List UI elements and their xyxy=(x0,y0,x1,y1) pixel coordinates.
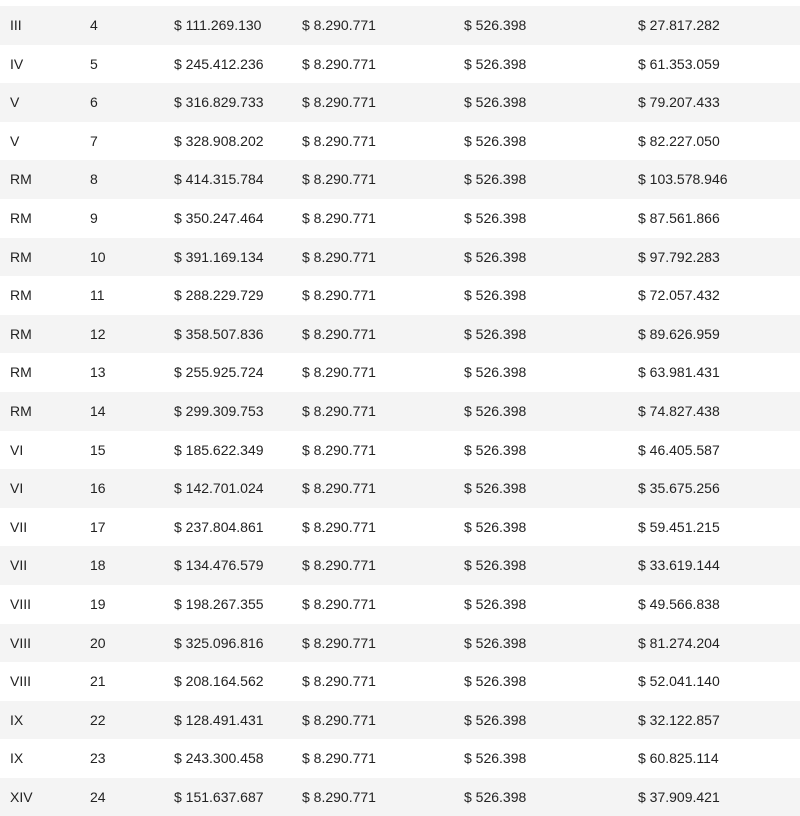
result-amount-cell: $ 97.792.283 xyxy=(638,248,720,265)
table-row xyxy=(0,392,800,431)
amount-cell: $ 414.315.784 xyxy=(174,171,264,188)
amount-cell: $ 391.169.134 xyxy=(174,248,264,265)
number-cell: 22 xyxy=(90,711,106,728)
fixed-amount-cell: $ 8.290.771 xyxy=(302,171,376,188)
amount-cell: $ 185.622.349 xyxy=(174,441,264,458)
region-cell: VIII xyxy=(10,595,32,612)
number-cell: 4 xyxy=(90,17,98,33)
fixed-amount-cell: $ 8.290.771 xyxy=(302,364,376,381)
region-cell: VI xyxy=(10,441,24,458)
result-amount-cell: $ 33.619.144 xyxy=(638,557,720,574)
fixed-amount-cell: $ 8.290.771 xyxy=(302,402,376,419)
amount-cell: $ 328.908.202 xyxy=(174,132,264,149)
fixed-amount-cell: $ 8.290.771 xyxy=(302,132,376,149)
fixed-amount-cell: $ 8.290.771 xyxy=(302,209,376,226)
table-row xyxy=(0,238,800,277)
result-amount-cell: $ 46.405.587 xyxy=(638,441,720,458)
table-row xyxy=(0,353,800,392)
number-cell: 17 xyxy=(90,518,106,535)
data-table xyxy=(0,6,800,816)
amount-cell: $ 134.476.579 xyxy=(174,557,264,574)
data-table-container xyxy=(0,6,800,816)
number-cell: 6 xyxy=(90,94,98,111)
small-amount-cell: $ 526.398 xyxy=(464,287,527,304)
amount-cell: $ 358.507.836 xyxy=(174,325,264,342)
amount-cell: $ 151.637.687 xyxy=(174,788,264,805)
result-amount-cell: $ 82.227.050 xyxy=(638,132,720,149)
table-row xyxy=(0,508,800,547)
table-row xyxy=(0,276,800,315)
region-cell: III xyxy=(10,17,22,33)
amount-cell: $ 350.247.464 xyxy=(174,209,264,226)
result-amount-cell: $ 87.561.866 xyxy=(638,209,720,226)
result-amount-cell: $ 79.207.433 xyxy=(638,94,720,111)
number-cell: 9 xyxy=(90,209,98,226)
number-cell: 14 xyxy=(90,402,106,419)
region-cell: XIV xyxy=(10,788,33,805)
fixed-amount-cell: $ 8.290.771 xyxy=(302,750,376,767)
region-cell: VI xyxy=(10,480,24,497)
result-amount-cell: $ 49.566.838 xyxy=(638,595,720,612)
amount-cell: $ 111.269.130 xyxy=(174,17,262,33)
fixed-amount-cell: $ 8.290.771 xyxy=(302,557,376,574)
table-row xyxy=(0,739,800,778)
small-amount-cell: $ 526.398 xyxy=(464,557,527,574)
fixed-amount-cell: $ 8.290.771 xyxy=(302,17,376,33)
number-cell: 10 xyxy=(90,248,106,265)
fixed-amount-cell: $ 8.290.771 xyxy=(302,673,376,690)
small-amount-cell: $ 526.398 xyxy=(464,402,527,419)
region-cell: V xyxy=(10,94,20,111)
small-amount-cell: $ 526.398 xyxy=(464,325,527,342)
small-amount-cell: $ 526.398 xyxy=(464,209,527,226)
region-cell: IV xyxy=(10,55,24,72)
small-amount-cell: $ 526.398 xyxy=(464,634,527,651)
amount-cell: $ 255.925.724 xyxy=(174,364,264,381)
fixed-amount-cell: $ 8.290.771 xyxy=(302,595,376,612)
small-amount-cell: $ 526.398 xyxy=(464,132,527,149)
amount-cell: $ 208.164.562 xyxy=(174,673,264,690)
region-cell: RM xyxy=(10,209,32,226)
result-amount-cell: $ 63.981.431 xyxy=(638,364,720,381)
amount-cell: $ 325.096.816 xyxy=(174,634,264,651)
result-amount-cell: $ 37.909.421 xyxy=(638,788,720,805)
data-table-body xyxy=(0,6,800,816)
number-cell: 16 xyxy=(90,480,106,497)
table-row xyxy=(0,45,800,84)
amount-cell: $ 142.701.024 xyxy=(174,480,264,497)
result-amount-cell: $ 72.057.432 xyxy=(638,287,720,304)
region-cell: RM xyxy=(10,248,32,265)
region-cell: V xyxy=(10,132,20,149)
amount-cell: $ 245.412.236 xyxy=(174,55,264,72)
region-cell: VII xyxy=(10,557,28,574)
amount-cell: $ 316.829.733 xyxy=(174,94,264,111)
region-cell: VIII xyxy=(10,673,32,690)
result-amount-cell: $ 61.353.059 xyxy=(638,55,720,72)
number-cell: 5 xyxy=(90,55,98,72)
small-amount-cell: $ 526.398 xyxy=(464,441,527,458)
result-amount-cell: $ 52.041.140 xyxy=(638,673,720,690)
fixed-amount-cell: $ 8.290.771 xyxy=(302,94,376,111)
small-amount-cell: $ 526.398 xyxy=(464,248,527,265)
small-amount-cell: $ 526.398 xyxy=(464,17,527,33)
table-row xyxy=(0,431,800,470)
small-amount-cell: $ 526.398 xyxy=(464,518,527,535)
table-row xyxy=(0,122,800,161)
small-amount-cell: $ 526.398 xyxy=(464,711,527,728)
region-cell: VII xyxy=(10,518,28,535)
small-amount-cell: $ 526.398 xyxy=(464,673,527,690)
number-cell: 11 xyxy=(90,287,105,304)
result-amount-cell: $ 89.626.959 xyxy=(638,325,720,342)
number-cell: 19 xyxy=(90,595,106,612)
result-amount-cell: $ 59.451.215 xyxy=(638,518,720,535)
table-row xyxy=(0,585,800,624)
fixed-amount-cell: $ 8.290.771 xyxy=(302,248,376,265)
region-cell: RM xyxy=(10,171,32,188)
table-row xyxy=(0,6,800,45)
small-amount-cell: $ 526.398 xyxy=(464,171,527,188)
fixed-amount-cell: $ 8.290.771 xyxy=(302,480,376,497)
small-amount-cell: $ 526.398 xyxy=(464,750,527,767)
number-cell: 12 xyxy=(90,325,106,342)
result-amount-cell: $ 32.122.857 xyxy=(638,711,720,728)
amount-cell: $ 198.267.355 xyxy=(174,595,264,612)
table-row xyxy=(0,662,800,701)
number-cell: 18 xyxy=(90,557,106,574)
number-cell: 8 xyxy=(90,171,98,188)
table-row xyxy=(0,83,800,122)
region-cell: IX xyxy=(10,711,24,728)
number-cell: 15 xyxy=(90,441,106,458)
amount-cell: $ 299.309.753 xyxy=(174,402,264,419)
amount-cell: $ 288.229.729 xyxy=(174,287,264,304)
table-row xyxy=(0,199,800,238)
table-row xyxy=(0,624,800,663)
fixed-amount-cell: $ 8.290.771 xyxy=(302,441,376,458)
result-amount-cell: $ 81.274.204 xyxy=(638,634,720,651)
number-cell: 7 xyxy=(90,132,98,149)
fixed-amount-cell: $ 8.290.771 xyxy=(302,634,376,651)
number-cell: 23 xyxy=(90,750,106,767)
number-cell: 24 xyxy=(90,788,106,805)
region-cell: RM xyxy=(10,287,32,304)
number-cell: 21 xyxy=(90,673,106,690)
table-row xyxy=(0,160,800,199)
result-amount-cell: $ 60.825.114 xyxy=(638,750,719,767)
region-cell: RM xyxy=(10,364,32,381)
small-amount-cell: $ 526.398 xyxy=(464,94,527,111)
fixed-amount-cell: $ 8.290.771 xyxy=(302,711,376,728)
table-row xyxy=(0,315,800,354)
result-amount-cell: $ 35.675.256 xyxy=(638,480,720,497)
small-amount-cell: $ 526.398 xyxy=(464,788,527,805)
fixed-amount-cell: $ 8.290.771 xyxy=(302,788,376,805)
region-cell: RM xyxy=(10,325,32,342)
table-row xyxy=(0,778,800,816)
number-cell: 13 xyxy=(90,364,106,381)
fixed-amount-cell: $ 8.290.771 xyxy=(302,55,376,72)
amount-cell: $ 243.300.458 xyxy=(174,750,264,767)
region-cell: RM xyxy=(10,402,32,419)
region-cell: VIII xyxy=(10,634,32,651)
small-amount-cell: $ 526.398 xyxy=(464,364,527,381)
result-amount-cell: $ 27.817.282 xyxy=(638,17,720,33)
table-row xyxy=(0,469,800,508)
fixed-amount-cell: $ 8.290.771 xyxy=(302,518,376,535)
small-amount-cell: $ 526.398 xyxy=(464,55,527,72)
fixed-amount-cell: $ 8.290.771 xyxy=(302,287,376,304)
result-amount-cell: $ 103.578.946 xyxy=(638,171,728,188)
table-row xyxy=(0,701,800,740)
result-amount-cell: $ 74.827.438 xyxy=(638,402,720,419)
small-amount-cell: $ 526.398 xyxy=(464,480,527,497)
table-row xyxy=(0,546,800,585)
amount-cell: $ 237.804.861 xyxy=(174,518,264,535)
fixed-amount-cell: $ 8.290.771 xyxy=(302,325,376,342)
number-cell: 20 xyxy=(90,634,106,651)
amount-cell: $ 128.491.431 xyxy=(174,711,264,728)
small-amount-cell: $ 526.398 xyxy=(464,595,527,612)
region-cell: IX xyxy=(10,750,24,767)
